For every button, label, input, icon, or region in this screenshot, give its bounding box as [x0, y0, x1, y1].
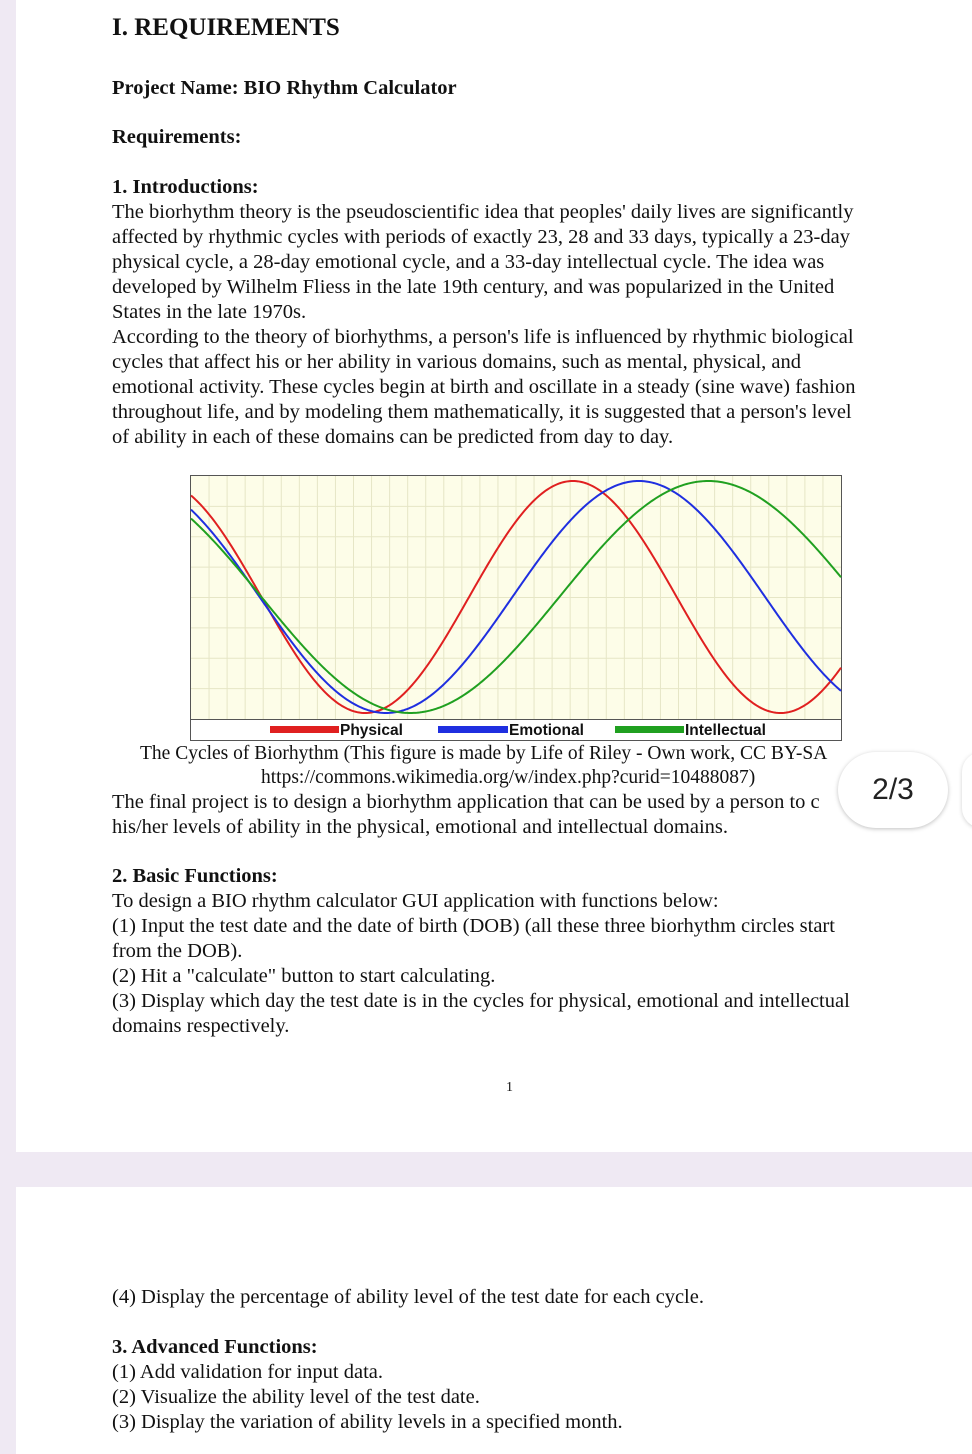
legend-label-physical: Physical [340, 722, 403, 739]
basic-function-item-4: (4) Display the percentage of ability level of the test date for each cycle. [112, 1286, 704, 1308]
legend-swatch-physical [270, 726, 339, 733]
advanced-function-line: (1) Add validation for input data. [112, 1361, 383, 1383]
next-page-edge-tab[interactable] [962, 752, 972, 828]
advanced-functions-section [112, 1335, 912, 1435]
introductions-title: 1. Introductions: [112, 176, 259, 198]
requirements-label: Requirements: [112, 126, 242, 148]
final-project-line2: his/her levels of ability in the physical, emotional and intellectual domains. [112, 816, 728, 838]
basic-function-line: from the DOB). [112, 940, 243, 962]
page-indicator[interactable]: 2/3 [838, 752, 948, 828]
biorhythm-chart [190, 475, 842, 741]
section-heading: I. REQUIREMENTS [112, 14, 340, 41]
basic-functions-title: 2. Basic Functions: [112, 865, 278, 887]
page-number: 1 [506, 1080, 513, 1095]
legend-label-emotional: Emotional [509, 722, 584, 739]
legend-swatch-intellectual [615, 726, 684, 733]
legend [270, 722, 766, 739]
advanced-functions-title: 3. Advanced Functions: [112, 1336, 318, 1358]
intro-p2-line: cycles that affect his or her ability in various domains, such as mental, physical, and [112, 351, 802, 373]
intro-p2-line: According to the theory of biorhythms, a person's life is influenced by rhythmic biological [112, 326, 854, 348]
intro-p1-line: developed by Wilhelm Fliess in the late 19th century, and was popularized in the United [112, 276, 835, 298]
introductions-section [112, 175, 912, 450]
basic-function-line: To design a BIO rhythm calculator GUI application with functions below: [112, 890, 719, 912]
basic-functions-section [112, 864, 912, 1039]
intro-p2-line: of ability in each of these domains can be predicted from day to day. [112, 426, 674, 448]
basic-function-line: domains respectively. [112, 1015, 290, 1037]
intro-p1-line: affected by rhythmic cycles with periods of exactly 23, 28 and 33 days, typically a 23-day [112, 226, 850, 248]
intro-p2-line: emotional activity. These cycles begin at birth and oscillate in a steady (sine wave) fashion [112, 376, 856, 398]
biorhythm-chart-svg [190, 475, 842, 741]
legend-label-intellectual: Intellectual [685, 722, 766, 739]
figure-caption-line1: The Cycles of Biorhythm (This figure is made by Life of Riley - Own work, CC BY-SA [140, 743, 828, 764]
final-project-line1: The final project is to design a biorhythm application that can be used by a person to c [112, 791, 820, 813]
intro-p1-line: States in the late 1970s. [112, 301, 307, 323]
intro-p2-line: throughout life, and by modeling them mathematically, it is suggested that a person's level [112, 401, 852, 423]
intro-p1-line: The biorhythm theory is the pseudoscientific idea that peoples' daily lives are significantly [112, 201, 854, 223]
project-name: Project Name: BIO Rhythm Calculator [112, 77, 457, 99]
basic-function-line: (1) Input the test date and the date of birth (DOB) (all these three biorhythm circles start [112, 915, 835, 937]
advanced-function-line: (3) Display the variation of ability levels in a specified month. [112, 1411, 623, 1433]
advanced-function-line: (2) Visualize the ability level of the test date. [112, 1386, 480, 1408]
figure-caption-line2: https://commons.wikimedia.org/w/index.php?curid=10488087) [261, 767, 756, 788]
intro-p1-line: physical cycle, a 28-day emotional cycle, and a 33-day intellectual cycle. The idea was [112, 251, 825, 273]
basic-function-line: (3) Display which day the test date is in the cycles for physical, emotional and intellectual [112, 990, 850, 1012]
basic-function-line: (2) Hit a "calculate" button to start calculating. [112, 965, 496, 987]
legend-swatch-emotional [438, 726, 508, 733]
